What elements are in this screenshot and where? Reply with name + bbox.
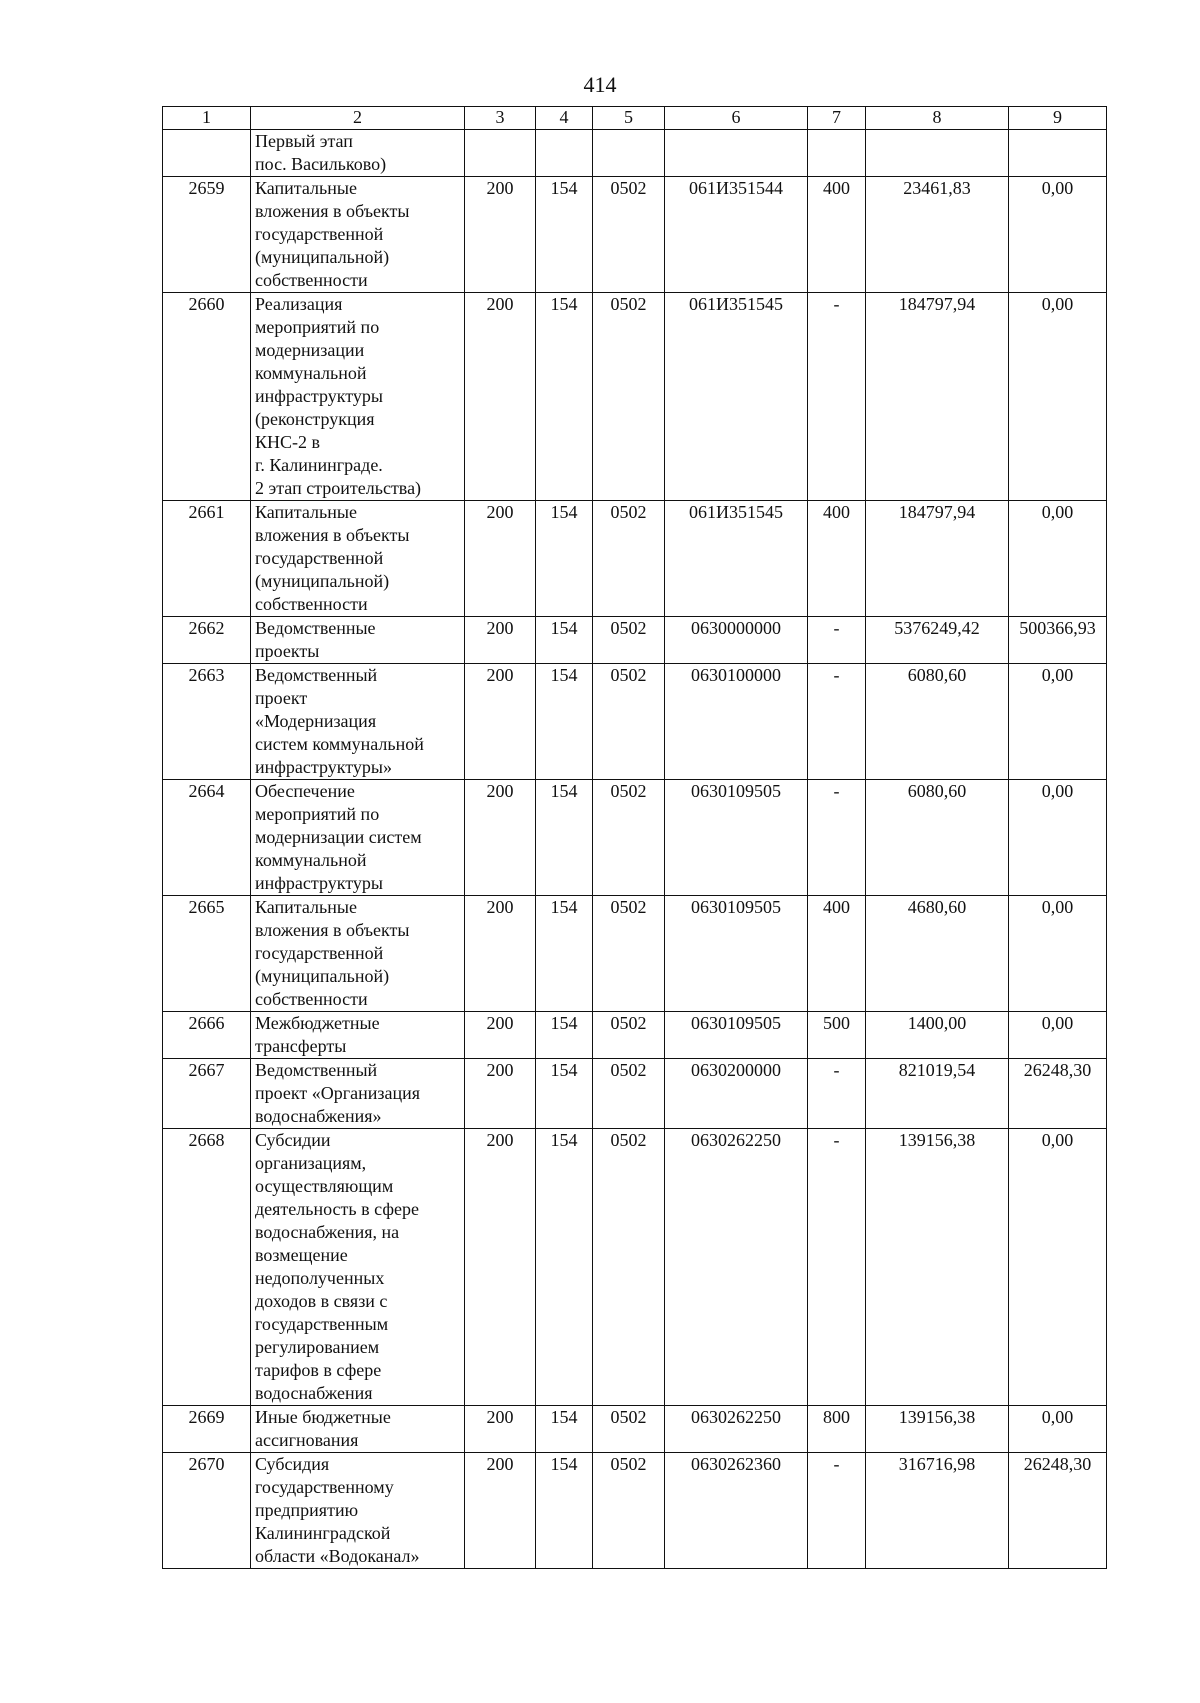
row-name-line: государственной (255, 224, 384, 244)
col-7-value (808, 130, 866, 177)
row-number: 2661 (163, 501, 251, 617)
row-name-line: возмещение (255, 1245, 348, 1265)
row-name (251, 664, 465, 780)
table-row (163, 664, 1107, 780)
row-name-line: Иные бюджетные (255, 1407, 391, 1427)
table-row (163, 896, 1107, 1012)
col-4-value: 154 (536, 1406, 593, 1453)
col-8-sum: 6080,60 (866, 780, 1009, 896)
row-number: 2659 (163, 177, 251, 293)
row-name-line: КНС-2 в (255, 432, 321, 452)
row-name (251, 501, 465, 617)
col-4-value: 154 (536, 664, 593, 780)
col-9-sum: 500366,93 (1009, 617, 1107, 664)
col-3-value: 200 (465, 1012, 536, 1059)
row-name-line: регулированием (255, 1337, 380, 1357)
row-number: 2669 (163, 1406, 251, 1453)
col-8-sum: 184797,94 (866, 501, 1009, 617)
row-name (251, 1129, 465, 1406)
row-name-line: водоснабжения, на (255, 1222, 400, 1242)
table-row (163, 130, 1107, 177)
table-row (163, 1059, 1107, 1129)
col-4-value: 154 (536, 617, 593, 664)
table-row (163, 1406, 1107, 1453)
row-number: 2668 (163, 1129, 251, 1406)
col-7-value: - (808, 1059, 866, 1129)
row-name-line: инфраструктуры» (255, 757, 392, 777)
row-name-line: трансферты (255, 1036, 347, 1056)
column-number-row (163, 107, 1107, 130)
col-4-value: 154 (536, 1453, 593, 1569)
row-name-line: Ведомственный (255, 665, 378, 685)
row-name-line: мероприятий по (255, 804, 380, 824)
row-name-line: Первый этап (255, 131, 353, 151)
row-name (251, 1012, 465, 1059)
row-name-line: Реализация (255, 294, 343, 314)
row-name-line: 2 этап строительства) (255, 478, 422, 498)
row-name-line: Обеспечение (255, 781, 355, 801)
col-9-sum: 26248,30 (1009, 1059, 1107, 1129)
row-name-line: государственной (255, 943, 384, 963)
row-name-line: водоснабжения (255, 1383, 373, 1403)
row-name-line: инфраструктуры (255, 386, 383, 406)
column-header-7: 7 (808, 107, 866, 130)
col-6-value: 0630000000 (665, 617, 808, 664)
row-number: 2665 (163, 896, 251, 1012)
col-5-value (593, 130, 665, 177)
col-5-value: 0502 (593, 1012, 665, 1059)
col-5-value: 0502 (593, 293, 665, 501)
col-3-value: 200 (465, 501, 536, 617)
row-name-line: пос. Васильково) (255, 154, 387, 174)
column-header-2: 2 (251, 107, 465, 130)
col-7-value: 400 (808, 501, 866, 617)
column-header-6: 6 (665, 107, 808, 130)
row-name (251, 896, 465, 1012)
col-9-sum: 0,00 (1009, 501, 1107, 617)
col-7-value: - (808, 1129, 866, 1406)
col-3-value: 200 (465, 293, 536, 501)
row-name-line: Капитальные (255, 178, 357, 198)
col-3-value: 200 (465, 1059, 536, 1129)
row-name-line: Капитальные (255, 897, 357, 917)
col-6-value: 0630109505 (665, 1012, 808, 1059)
col-8-sum: 184797,94 (866, 293, 1009, 501)
col-6-value: 0630262360 (665, 1453, 808, 1569)
row-name (251, 293, 465, 501)
row-name-line: собственности (255, 989, 368, 1009)
row-name (251, 617, 465, 664)
col-4-value (536, 130, 593, 177)
col-7-value: - (808, 664, 866, 780)
column-header-8: 8 (866, 107, 1009, 130)
row-name-line: Субсидия (255, 1454, 330, 1474)
column-header-1: 1 (163, 107, 251, 130)
col-3-value: 200 (465, 896, 536, 1012)
col-5-value: 0502 (593, 501, 665, 617)
row-name-line: проект «Организация (255, 1083, 420, 1103)
row-name-line: инфраструктуры (255, 873, 383, 893)
col-5-value: 0502 (593, 1406, 665, 1453)
col-6-value: 0630262250 (665, 1129, 808, 1406)
col-6-value: 0630200000 (665, 1059, 808, 1129)
row-name-line: водоснабжения» (255, 1106, 382, 1126)
row-name-line: Ведомственный (255, 1060, 378, 1080)
row-name (251, 1406, 465, 1453)
row-name-line: предприятию (255, 1500, 359, 1520)
row-number: 2664 (163, 780, 251, 896)
col-9-sum: 26248,30 (1009, 1453, 1107, 1569)
col-3-value: 200 (465, 177, 536, 293)
row-name-line: (реконструкция (255, 409, 375, 429)
col-8-sum (866, 130, 1009, 177)
table-row (163, 293, 1107, 501)
col-7-value: 400 (808, 177, 866, 293)
row-name-line: государственной (255, 548, 384, 568)
col-9-sum (1009, 130, 1107, 177)
row-name-line: области «Водоканал» (255, 1546, 420, 1566)
col-3-value: 200 (465, 1406, 536, 1453)
row-name-line: государственным (255, 1314, 389, 1334)
col-4-value: 154 (536, 1059, 593, 1129)
col-7-value: - (808, 1453, 866, 1569)
col-6-value: 0630109505 (665, 896, 808, 1012)
row-name-line: проекты (255, 641, 320, 661)
row-number: 2666 (163, 1012, 251, 1059)
budget-table (162, 106, 1107, 1569)
row-name-line: коммунальной (255, 363, 367, 383)
column-header-9: 9 (1009, 107, 1107, 130)
col-9-sum: 0,00 (1009, 1406, 1107, 1453)
col-6-value: 061И351545 (665, 293, 808, 501)
col-3-value (465, 130, 536, 177)
row-name-line: вложения в объекты (255, 525, 410, 545)
col-5-value: 0502 (593, 1059, 665, 1129)
col-4-value: 154 (536, 177, 593, 293)
col-9-sum: 0,00 (1009, 177, 1107, 293)
table-row (163, 780, 1107, 896)
col-4-value: 154 (536, 293, 593, 501)
col-8-sum: 5376249,42 (866, 617, 1009, 664)
row-name-line: государственному (255, 1477, 394, 1497)
col-7-value: 400 (808, 896, 866, 1012)
table-row (163, 1012, 1107, 1059)
col-9-sum: 0,00 (1009, 293, 1107, 501)
row-number: 2660 (163, 293, 251, 501)
row-name-line: организациям, (255, 1153, 367, 1173)
row-name-line: Субсидии (255, 1130, 331, 1150)
row-name-line: г. Калининграде. (255, 455, 383, 475)
col-8-sum: 139156,38 (866, 1129, 1009, 1406)
col-8-sum: 316716,98 (866, 1453, 1009, 1569)
col-7-value: 800 (808, 1406, 866, 1453)
col-6-value: 061И351545 (665, 501, 808, 617)
col-6-value (665, 130, 808, 177)
row-name (251, 130, 465, 177)
row-name (251, 1453, 465, 1569)
row-name-line: вложения в объекты (255, 920, 410, 940)
row-name-line: тарифов в сфере (255, 1360, 382, 1380)
col-5-value: 0502 (593, 1453, 665, 1569)
column-header-5: 5 (593, 107, 665, 130)
column-header-3: 3 (465, 107, 536, 130)
row-name (251, 177, 465, 293)
col-8-sum: 821019,54 (866, 1059, 1009, 1129)
col-8-sum: 139156,38 (866, 1406, 1009, 1453)
table-row (163, 1453, 1107, 1569)
table-row (163, 177, 1107, 293)
col-6-value: 061И351544 (665, 177, 808, 293)
col-6-value: 0630262250 (665, 1406, 808, 1453)
col-5-value: 0502 (593, 664, 665, 780)
row-number: 2670 (163, 1453, 251, 1569)
row-name-line: (муниципальной) (255, 966, 390, 986)
col-3-value: 200 (465, 664, 536, 780)
row-name-line: осуществляющим (255, 1176, 394, 1196)
table-row (163, 1129, 1107, 1406)
col-3-value: 200 (465, 780, 536, 896)
col-4-value: 154 (536, 1012, 593, 1059)
row-number: 2663 (163, 664, 251, 780)
col-8-sum: 1400,00 (866, 1012, 1009, 1059)
col-3-value: 200 (465, 617, 536, 664)
row-number: 2662 (163, 617, 251, 664)
col-5-value: 0502 (593, 1129, 665, 1406)
row-name-line: «Модернизация (255, 711, 377, 731)
row-name-line: Капитальные (255, 502, 357, 522)
row-name-line: деятельность в сфере (255, 1199, 419, 1219)
row-name-line: ассигнования (255, 1430, 359, 1450)
col-9-sum: 0,00 (1009, 1012, 1107, 1059)
col-9-sum: 0,00 (1009, 896, 1107, 1012)
col-8-sum: 6080,60 (866, 664, 1009, 780)
row-name-line: собственности (255, 270, 368, 290)
column-header-4: 4 (536, 107, 593, 130)
row-name-line: Ведомственные (255, 618, 376, 638)
col-7-value: - (808, 293, 866, 501)
table-body (163, 130, 1107, 1569)
row-name (251, 1059, 465, 1129)
page-number: 414 (583, 72, 617, 97)
row-name-line: модернизации (255, 340, 365, 360)
row-name-line: Межбюджетные (255, 1013, 380, 1033)
row-name-line: мероприятий по (255, 317, 380, 337)
col-5-value: 0502 (593, 780, 665, 896)
table-row (163, 501, 1107, 617)
col-7-value: - (808, 780, 866, 896)
row-name-line: (муниципальной) (255, 571, 390, 591)
table-row (163, 617, 1107, 664)
row-name-line: модернизации систем (255, 827, 422, 847)
col-9-sum: 0,00 (1009, 780, 1107, 896)
row-name-line: недополученных (255, 1268, 385, 1288)
row-number: 2667 (163, 1059, 251, 1129)
row-name-line: систем коммунальной (255, 734, 424, 754)
col-5-value: 0502 (593, 177, 665, 293)
col-9-sum: 0,00 (1009, 664, 1107, 780)
col-3-value: 200 (465, 1453, 536, 1569)
col-4-value: 154 (536, 896, 593, 1012)
row-number (163, 130, 251, 177)
col-5-value: 0502 (593, 617, 665, 664)
col-9-sum: 0,00 (1009, 1129, 1107, 1406)
col-4-value: 154 (536, 501, 593, 617)
col-7-value: 500 (808, 1012, 866, 1059)
col-8-sum: 4680,60 (866, 896, 1009, 1012)
row-name-line: коммунальной (255, 850, 367, 870)
row-name-line: собственности (255, 594, 368, 614)
col-4-value: 154 (536, 1129, 593, 1406)
col-6-value: 0630109505 (665, 780, 808, 896)
col-3-value: 200 (465, 1129, 536, 1406)
row-name (251, 780, 465, 896)
row-name-line: (муниципальной) (255, 247, 390, 267)
row-name-line: вложения в объекты (255, 201, 410, 221)
row-name-line: Калининградской (255, 1523, 391, 1543)
col-5-value: 0502 (593, 896, 665, 1012)
col-6-value: 0630100000 (665, 664, 808, 780)
col-8-sum: 23461,83 (866, 177, 1009, 293)
col-4-value: 154 (536, 780, 593, 896)
col-7-value: - (808, 617, 866, 664)
row-name-line: доходов в связи с (255, 1291, 388, 1311)
row-name-line: проект (255, 688, 308, 708)
